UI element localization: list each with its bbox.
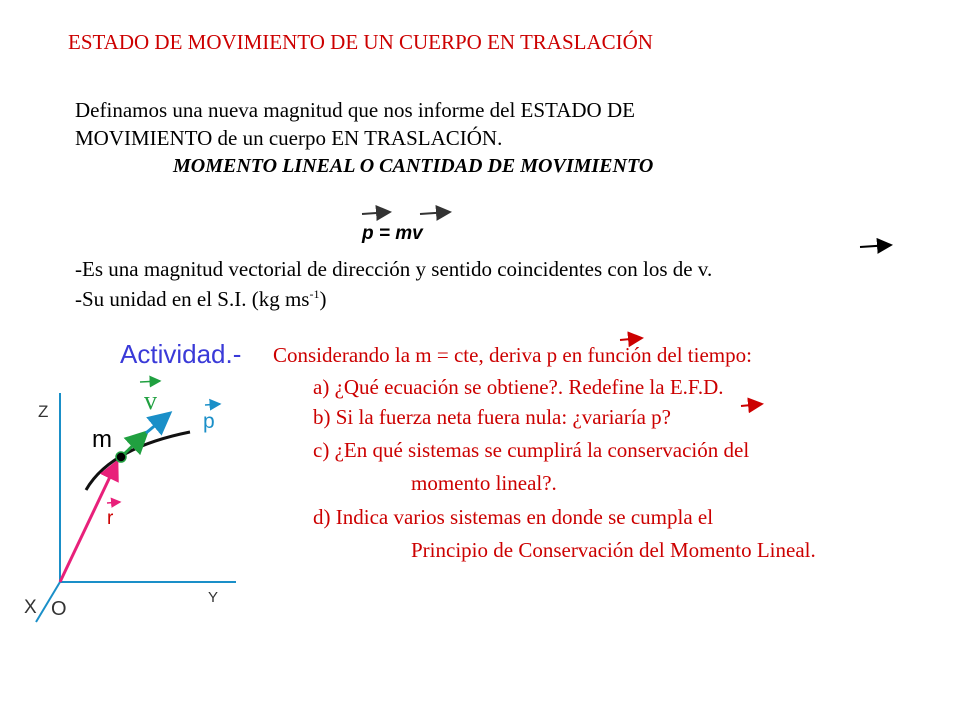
mass-point — [116, 452, 126, 462]
page-title: ESTADO DE MOVIMIENTO DE UN CUERPO EN TRASLACIÓN — [68, 30, 653, 54]
v-label-arrow-icon — [140, 381, 160, 382]
origin-label: O — [51, 598, 67, 620]
activity-p-arrow-icon — [620, 338, 642, 340]
axis-x-label: X — [24, 597, 37, 618]
r-label-arrow-icon — [107, 502, 120, 503]
question-a: a) ¿Qué ecuación se obtiene?. Redefine la E.F.D. — [313, 375, 724, 399]
intro-line-2: MOVIMIENTO de un cuerpo EN TRASLACIÓN. — [75, 126, 503, 150]
momentum-label: p — [203, 410, 215, 433]
mass-label: m — [92, 426, 112, 453]
activity-intro: Considerando la m = cte, deriva p en función del tiempo: — [273, 343, 752, 367]
position-label: r — [107, 508, 114, 529]
question-b-p-arrow-icon — [741, 404, 762, 406]
velocity-label: v — [144, 386, 157, 415]
question-d-line-1: d) Indica varios sistemas en donde se cumpla el — [313, 505, 714, 529]
formula-p-arrow-icon — [362, 212, 390, 214]
activity-label: Actividad.- — [120, 339, 242, 369]
question-b: b) Si la fuerza neta fuera nula: ¿variaría p? — [313, 405, 671, 429]
formula-v-arrow-icon — [420, 212, 450, 214]
p-label-arrow-icon — [205, 404, 220, 405]
axis-z-label: Z — [38, 402, 49, 421]
question-c-line-2: momento lineal?. — [411, 471, 557, 495]
bullet-direction: -Es una magnitud vectorial de dirección y sentido coincidentes con los de v. — [75, 257, 713, 281]
question-d-line-2: Principio de Conservación del Momento Lineal. — [411, 538, 816, 562]
intro-line-1: Definamos una nueva magnitud que nos informe del ESTADO DE — [75, 98, 635, 122]
momentum-vector-p — [146, 413, 170, 433]
section-heading: MOMENTO LINEAL O CANTIDAD DE MOVIMIENTO — [173, 155, 654, 177]
momentum-formula: p = mv — [362, 223, 423, 244]
bullet-unit-suffix: ) — [319, 287, 327, 311]
question-c-line-1: c) ¿En qué sistemas se cumplirá la conservación del — [313, 438, 750, 462]
bullet-unit-prefix: -Su unidad en el S.I. (kg ms — [75, 287, 310, 311]
bullet-unit-exponent: -1 — [309, 287, 320, 301]
bullet-v-arrow-icon — [860, 245, 891, 247]
axis-y-label: Y — [208, 589, 219, 606]
